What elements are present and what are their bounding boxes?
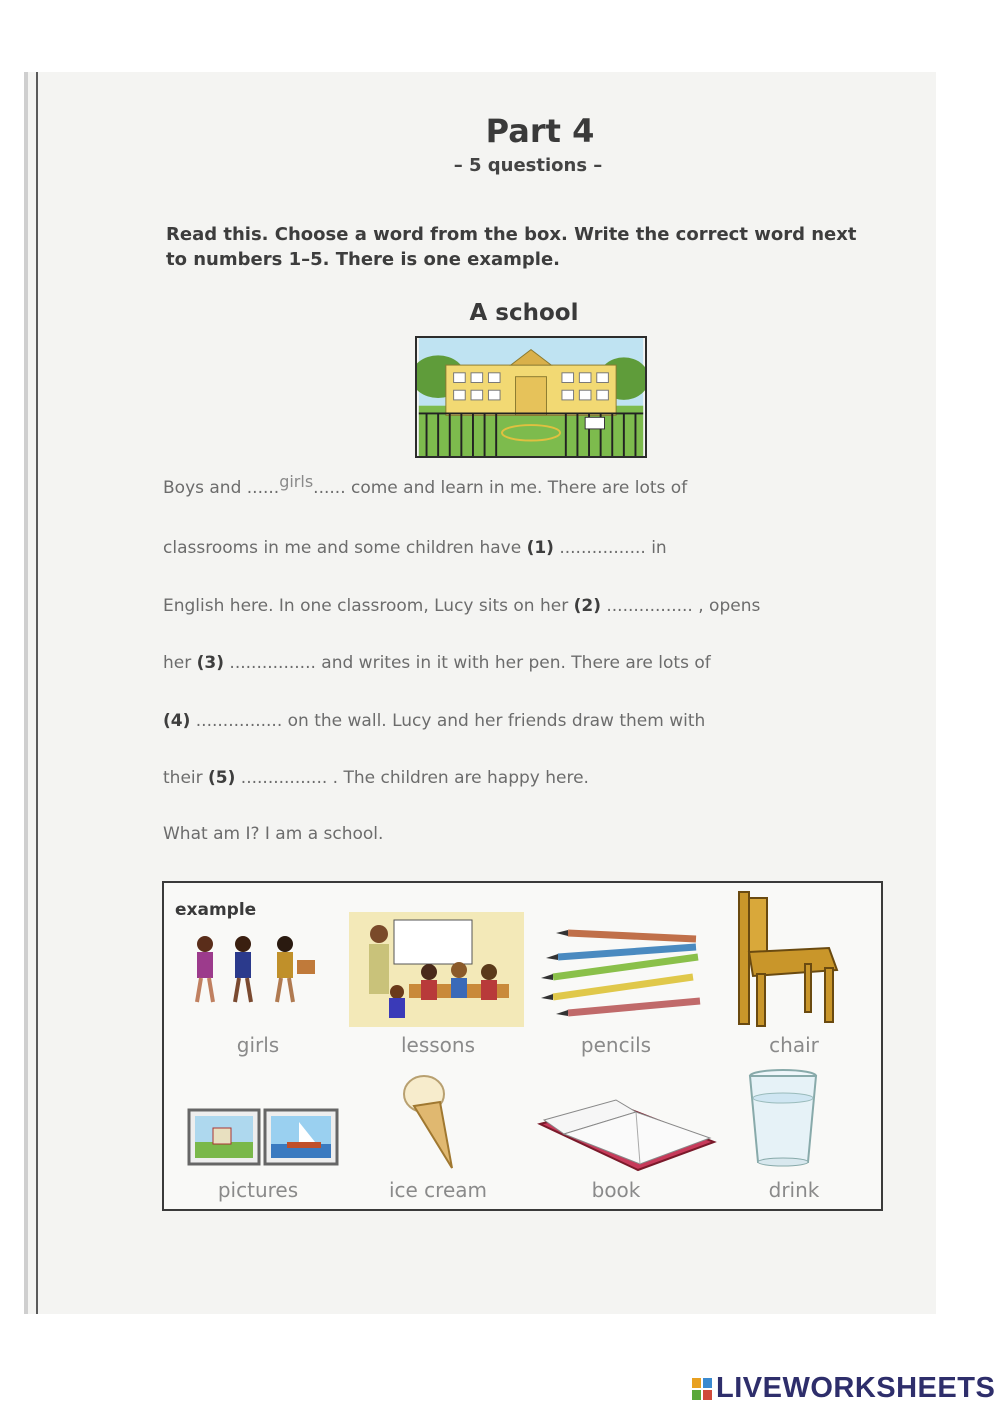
answer-blank-5[interactable]: ................ . The children are happy here. xyxy=(235,768,589,788)
pencils-picture xyxy=(528,925,703,1020)
word-chair: chair xyxy=(769,1033,819,1057)
text-fragment: ...... come and learn in me. There are lots of xyxy=(313,478,688,498)
story-title: A school xyxy=(469,300,579,326)
word-lessons: lessons xyxy=(400,1033,476,1057)
question-number-4: (4) xyxy=(163,711,191,731)
pictures-picture xyxy=(187,1108,339,1166)
girls-picture xyxy=(185,930,335,1015)
question-number-1: (1) xyxy=(526,538,554,558)
part-title: Part 4 xyxy=(485,112,595,150)
word-ice-cream: ice cream xyxy=(388,1178,488,1202)
book-picture xyxy=(536,1098,718,1178)
liveworksheets-logo-icon xyxy=(692,1378,712,1400)
answer-blank-4[interactable]: ................ on the wall. Lucy and her friends draw them with xyxy=(190,711,706,731)
word-pencils: pencils xyxy=(580,1033,652,1057)
example-label: example xyxy=(175,900,257,920)
word-book: book xyxy=(591,1178,641,1202)
liveworksheets-logo[interactable]: LIVEWORKSHEETS xyxy=(716,1372,996,1404)
drink-picture xyxy=(746,1068,821,1168)
question-number-2: (2) xyxy=(573,596,601,616)
answer-blank-3[interactable]: ................ and writes in it with her pen. There are lots of xyxy=(224,653,711,673)
text-line-5 xyxy=(163,711,883,731)
part-subtitle: – 5 questions – xyxy=(453,155,603,176)
text-line-7: What am I? I am a school. xyxy=(163,824,384,844)
page-binding-edge xyxy=(36,72,38,1314)
text-fragment: Boys and ...... xyxy=(163,478,280,498)
lessons-picture xyxy=(349,912,524,1027)
text-line-1 xyxy=(163,472,883,498)
chair-picture xyxy=(733,888,843,1030)
text-fragment: classrooms in me and some children have xyxy=(163,538,527,558)
word-pictures: pictures xyxy=(217,1178,299,1202)
school-illustration xyxy=(415,336,647,458)
text-line-2 xyxy=(163,538,883,558)
ice-cream-picture xyxy=(400,1072,465,1172)
text-fragment: English here. In one classroom, Lucy sits on her xyxy=(163,596,574,616)
question-number-3: (3) xyxy=(196,653,225,673)
text-line-4 xyxy=(163,653,883,673)
question-number-5: (5) xyxy=(208,768,236,788)
page-binding-shadow xyxy=(24,72,28,1314)
answer-blank-2[interactable]: ................ , opens xyxy=(600,596,761,616)
word-girls: girls xyxy=(236,1033,280,1057)
text-line-6 xyxy=(163,768,883,788)
word-drink: drink xyxy=(768,1178,820,1202)
answer-blank-1[interactable]: ................ in xyxy=(553,538,667,558)
text-fragment: their xyxy=(163,768,209,788)
example-answer: girls xyxy=(279,472,314,491)
text-line-3 xyxy=(163,596,883,616)
text-fragment: her xyxy=(163,653,197,673)
instructions: Read this. Choose a word from the box. Write the correct word next to numbers 1–5. There is one example. xyxy=(166,224,857,270)
